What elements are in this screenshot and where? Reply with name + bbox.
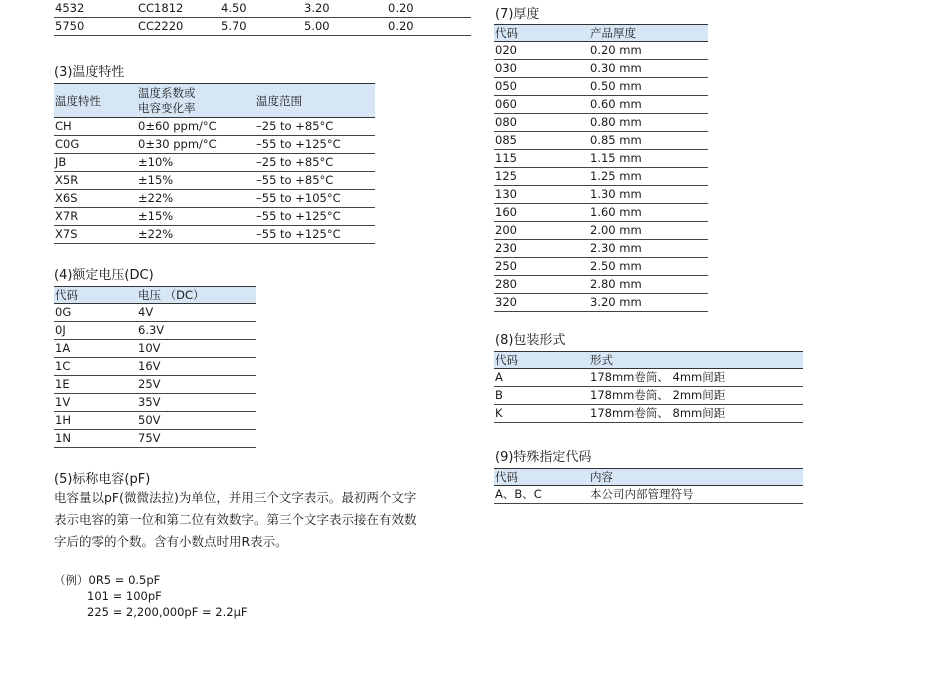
temp-cell-coef: ±22% xyxy=(137,190,255,208)
voltage-table-header xyxy=(54,287,256,304)
temp-cell-char: JB xyxy=(54,154,137,172)
voltage-cell-code: 1C xyxy=(54,358,137,376)
packaging-cell-f: 178mm卷筒、 8mm间距 xyxy=(589,405,803,423)
thickness-cell-t: 0.80 mm xyxy=(589,114,708,132)
voltage-cell-code: 1V xyxy=(54,394,137,412)
voltage-cell-code: 0J xyxy=(54,322,137,340)
thickness-cell-code: 115 xyxy=(494,150,589,168)
packaging-table-wrap xyxy=(494,351,803,423)
table-row xyxy=(54,118,375,136)
table-row xyxy=(494,369,803,387)
voltage-header-code: 代码 xyxy=(55,288,78,302)
table-row xyxy=(54,0,471,18)
table-row xyxy=(494,96,708,114)
thickness-cell-code: 080 xyxy=(494,114,589,132)
special-table-wrap xyxy=(494,468,803,504)
thickness-cell-code: 030 xyxy=(494,60,589,78)
table-row xyxy=(54,190,375,208)
packaging-table-header xyxy=(494,352,803,369)
special-header-c: 内容 xyxy=(590,470,613,484)
voltage-section-title: (4)额定电压(DC) xyxy=(54,268,154,283)
thickness-cell-code: 085 xyxy=(494,132,589,150)
table-row xyxy=(494,132,708,150)
temp-cell-range: –55 to +125°C xyxy=(255,208,375,226)
example-label: （例） xyxy=(54,573,89,587)
table-row xyxy=(54,226,375,244)
thickness-cell-code: 160 xyxy=(494,204,589,222)
voltage-cell-code: 1N xyxy=(54,430,137,448)
temp-cell-coef: ±15% xyxy=(137,208,255,226)
table-row xyxy=(494,240,708,258)
thickness-cell-t: 0.30 mm xyxy=(589,60,708,78)
thickness-cell-code: 060 xyxy=(494,96,589,114)
packaging-cell-code: K xyxy=(494,405,589,423)
table-row xyxy=(494,387,803,405)
table-row xyxy=(494,222,708,240)
size-length: 4.50 xyxy=(220,0,303,18)
thickness-header-code: 代码 xyxy=(495,26,518,40)
size-table-tail xyxy=(54,0,471,36)
table-row xyxy=(54,358,256,376)
table-row xyxy=(54,304,256,322)
packaging-header-code: 代码 xyxy=(495,353,518,367)
thickness-cell-t: 0.50 mm xyxy=(589,78,708,96)
voltage-cell-v: 50V xyxy=(137,412,256,430)
table-row xyxy=(494,42,708,60)
temp-table xyxy=(54,83,375,244)
table-row xyxy=(54,322,256,340)
temp-cell-coef: ±15% xyxy=(137,172,255,190)
thickness-cell-code: 320 xyxy=(494,294,589,312)
temp-cell-coef: 0±30 ppm/°C xyxy=(137,136,255,154)
temp-cell-range: –55 to +125°C xyxy=(255,136,375,154)
example-line: 225 = 2,200,000pF = 2.2μF xyxy=(87,605,248,619)
voltage-table-wrap xyxy=(54,286,256,448)
temp-header-coef-line2: 电容变化率 xyxy=(138,101,196,115)
size-width: 3.20 xyxy=(303,0,387,18)
thickness-cell-code: 020 xyxy=(494,42,589,60)
thickness-cell-code: 200 xyxy=(494,222,589,240)
temp-cell-char: CH xyxy=(54,118,137,136)
capacitance-line: 字后的零的个数。含有小数点时用R表示。 xyxy=(54,534,288,549)
table-row xyxy=(494,150,708,168)
size-eia: CC1812 xyxy=(137,0,220,18)
thickness-cell-code: 050 xyxy=(494,78,589,96)
table-row xyxy=(54,376,256,394)
temp-table-header xyxy=(54,84,375,118)
temp-cell-char: X5R xyxy=(54,172,137,190)
packaging-cell-code: B xyxy=(494,387,589,405)
table-row xyxy=(494,78,708,96)
voltage-cell-v: 35V xyxy=(137,394,256,412)
thickness-cell-t: 2.00 mm xyxy=(589,222,708,240)
voltage-header-v: 电压 （DC） xyxy=(138,288,205,302)
table-row xyxy=(54,154,375,172)
thickness-cell-code: 130 xyxy=(494,186,589,204)
packaging-cell-f: 178mm卷筒、 2mm间距 xyxy=(589,387,803,405)
voltage-cell-v: 16V xyxy=(137,358,256,376)
temp-cell-char: X7S xyxy=(54,226,137,244)
packaging-table xyxy=(494,351,803,423)
voltage-cell-v: 6.3V xyxy=(137,322,256,340)
temp-cell-range: –55 to +105°C xyxy=(255,190,375,208)
temp-cell-range: –25 to +85°C xyxy=(255,118,375,136)
size-tol: 0.20 xyxy=(387,0,471,18)
thickness-table xyxy=(494,24,708,312)
thickness-section-title: (7)厚度 xyxy=(495,7,540,22)
size-code: 4532 xyxy=(54,0,137,18)
capacitance-description xyxy=(54,487,474,553)
thickness-cell-code: 250 xyxy=(494,258,589,276)
voltage-cell-v: 4V xyxy=(137,304,256,322)
thickness-cell-t: 1.30 mm xyxy=(589,186,708,204)
table-row xyxy=(494,276,708,294)
thickness-cell-t: 1.25 mm xyxy=(589,168,708,186)
packaging-section-title: (8)包装形式 xyxy=(495,333,566,348)
special-section-title: (9)特殊指定代码 xyxy=(495,450,592,465)
table-row xyxy=(494,60,708,78)
table-row xyxy=(54,412,256,430)
thickness-cell-code: 125 xyxy=(494,168,589,186)
table-row xyxy=(54,340,256,358)
table-row xyxy=(54,208,375,226)
temp-cell-char: C0G xyxy=(54,136,137,154)
thickness-header-t: 产品厚度 xyxy=(590,26,636,40)
special-header-code: 代码 xyxy=(495,470,518,484)
voltage-cell-code: 1H xyxy=(54,412,137,430)
temp-header-range: 温度范围 xyxy=(256,93,302,108)
size-tol: 0.20 xyxy=(387,18,471,36)
thickness-cell-t: 2.50 mm xyxy=(589,258,708,276)
special-cell-c: 本公司内部管理符号 xyxy=(589,486,803,504)
temp-header-char: 温度特性 xyxy=(55,93,101,108)
thickness-table-header xyxy=(494,25,708,42)
thickness-cell-t: 1.60 mm xyxy=(589,204,708,222)
table-row xyxy=(494,114,708,132)
thickness-cell-t: 1.15 mm xyxy=(589,150,708,168)
capacitance-line: 电容量以pF(微微法拉)为单位，并用三个文字表示。最初两个文字 xyxy=(54,490,417,505)
size-code: 5750 xyxy=(54,18,137,36)
capacitance-line: 表示电容的第一位和第二位有效数字。第三个文字表示接在有效数 xyxy=(54,512,417,527)
temp-section-title: (3)温度特性 xyxy=(54,65,125,80)
thickness-cell-code: 280 xyxy=(494,276,589,294)
voltage-cell-v: 75V xyxy=(137,430,256,448)
table-row xyxy=(54,430,256,448)
table-row xyxy=(494,258,708,276)
voltage-cell-code: 0G xyxy=(54,304,137,322)
table-row xyxy=(494,294,708,312)
example-line: 101 = 100pF xyxy=(87,589,162,603)
temp-cell-coef: ±22% xyxy=(137,226,255,244)
table-row xyxy=(54,136,375,154)
temp-cell-coef: 0±60 ppm/°C xyxy=(137,118,255,136)
size-length: 5.70 xyxy=(220,18,303,36)
voltage-cell-v: 25V xyxy=(137,376,256,394)
capacitance-example xyxy=(54,572,248,620)
thickness-cell-t: 0.85 mm xyxy=(589,132,708,150)
voltage-cell-code: 1E xyxy=(54,376,137,394)
table-row xyxy=(54,18,471,36)
table-row xyxy=(494,486,803,504)
thickness-cell-t: 0.60 mm xyxy=(589,96,708,114)
temp-header-coef-line1: 温度系数或 xyxy=(138,86,196,100)
packaging-header-f: 形式 xyxy=(590,353,613,367)
size-table xyxy=(54,0,471,36)
temp-cell-range: –25 to +85°C xyxy=(255,154,375,172)
size-eia: CC2220 xyxy=(137,18,220,36)
voltage-table xyxy=(54,286,256,448)
temp-cell-coef: ±10% xyxy=(137,154,255,172)
table-row xyxy=(494,405,803,423)
special-cell-code: A、B、C xyxy=(494,486,589,504)
size-width: 5.00 xyxy=(303,18,387,36)
voltage-cell-v: 10V xyxy=(137,340,256,358)
thickness-cell-t: 0.20 mm xyxy=(589,42,708,60)
thickness-table-wrap xyxy=(494,24,708,312)
packaging-cell-f: 178mm卷筒、 4mm间距 xyxy=(589,369,803,387)
temp-header-coef xyxy=(137,84,255,118)
temp-cell-range: –55 to +85°C xyxy=(255,172,375,190)
table-row xyxy=(494,186,708,204)
temp-cell-range: –55 to +125°C xyxy=(255,226,375,244)
temp-cell-char: X7R xyxy=(54,208,137,226)
thickness-cell-t: 3.20 mm xyxy=(589,294,708,312)
thickness-cell-code: 230 xyxy=(494,240,589,258)
table-row xyxy=(54,394,256,412)
table-row xyxy=(494,168,708,186)
temp-table-wrap xyxy=(54,83,375,244)
table-row xyxy=(494,204,708,222)
thickness-cell-t: 2.30 mm xyxy=(589,240,708,258)
special-table xyxy=(494,468,803,504)
example-line: 0R5 = 0.5pF xyxy=(88,573,161,587)
capacitance-section-title: (5)标称电容(pF) xyxy=(54,472,151,487)
temp-cell-char: X6S xyxy=(54,190,137,208)
special-table-header xyxy=(494,469,803,486)
thickness-cell-t: 2.80 mm xyxy=(589,276,708,294)
table-row xyxy=(54,172,375,190)
packaging-cell-code: A xyxy=(494,369,589,387)
voltage-cell-code: 1A xyxy=(54,340,137,358)
